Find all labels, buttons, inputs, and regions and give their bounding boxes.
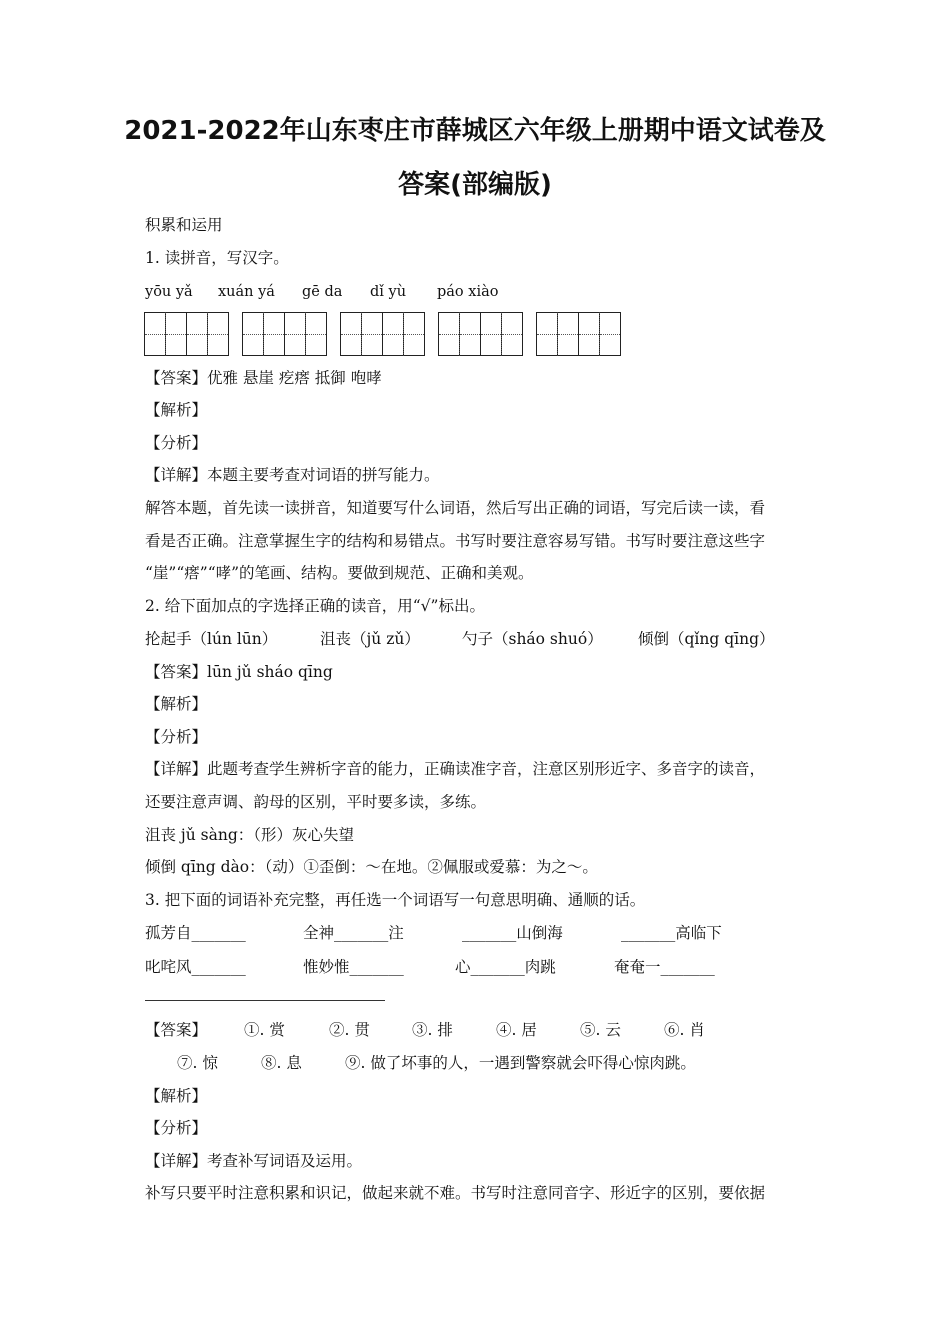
- q3-answer-8: ⑧. 息: [261, 1054, 302, 1072]
- q2-answer: 【答案】lūn jǔ sháo qīng: [145, 663, 333, 681]
- q3-blank-7: 心_______肉跳: [455, 958, 556, 976]
- q1-para-line2: 看是否正确。注意掌握生字的结构和易错点。书写时要注意容易写错。书写时要注意这些字: [145, 532, 766, 550]
- q3-prompt: 3. 把下面的词语补充完整，再任选一个词语写一句意思明确、通顺的话。: [145, 891, 646, 909]
- q2-para-line1: 【详解】此题考查学生辨析字音的能力，正确读准字音，注意区别形近字、多音字的读音，: [145, 760, 766, 778]
- q3-blank-5: 叱咤风_______: [145, 958, 246, 976]
- q3-para: 补写只要平时注意积累和识记，做起来就不难。书写时注意同音字、形近字的区别，要依据: [145, 1184, 766, 1202]
- tianzige-box-3: [340, 312, 425, 356]
- q3-blank-1: 孤芳自_______: [145, 924, 246, 942]
- q2-jiexi: 【解析】: [145, 695, 208, 713]
- q3-answer-3: ③. 排: [412, 1021, 453, 1039]
- q3-detail: 【详解】考查补写词语及运用。: [145, 1152, 363, 1170]
- q3-answer-5: ⑤. 云: [580, 1021, 621, 1039]
- q1-prompt: 1. 读拼音，写汉字。: [145, 249, 289, 267]
- q1-detail: 【详解】本题主要考查对词语的拼写能力。: [145, 466, 440, 484]
- q1-pinyin-3: gē da: [302, 284, 343, 300]
- q1-answer: 【答案】优雅 悬崖 疙瘩 抵御 咆哮: [145, 369, 382, 387]
- q2-option-3: 勺子（sháo shuó）: [462, 630, 603, 648]
- q3-answer-6: ⑥. 肖: [664, 1021, 705, 1039]
- section-heading: 积累和运用: [145, 216, 223, 234]
- q3-answer-label: 【答案】: [145, 1021, 208, 1039]
- q1-para-line3: “崖”“瘩”“哮”的笔画、结构。要做到规范、正确和美观。: [145, 564, 534, 582]
- q1-para-line1: 解答本题，首先读一读拼音，知道要写什么词语，然后写出正确的词语，写完后读一读，看: [145, 499, 766, 517]
- q1-fenxi: 【分析】: [145, 434, 208, 452]
- q3-answer-7: ⑦. 惊: [177, 1054, 218, 1072]
- q1-pinyin-5: páo xiào: [437, 284, 499, 300]
- q2-prompt: 2. 给下面加点的字选择正确的读音，用“√”标出。: [145, 597, 485, 615]
- q3-blank-4: _______高临下: [621, 924, 722, 942]
- q3-answer-1: ①. 赏: [244, 1021, 285, 1039]
- q1-pinyin-2: xuán yá: [218, 284, 275, 300]
- q3-writing-line: [145, 1000, 385, 1001]
- doc-title-line1: 2021-2022年山东枣庄市薛城区六年级上册期中语文试卷及: [124, 116, 826, 146]
- tianzige-box-2: [242, 312, 327, 356]
- q3-blank-3: _______山倒海: [462, 924, 563, 942]
- q1-pinyin-1: yōu yǎ: [145, 284, 193, 300]
- q2-para-line2: 还要注意声调、韵母的区别，平时要多读，多练。: [145, 793, 487, 811]
- q2-fenxi: 【分析】: [145, 728, 208, 746]
- doc-title-line2: 答案(部编版): [398, 170, 552, 200]
- q3-blank-6: 惟妙惟_______: [303, 958, 404, 976]
- q2-note-1: 沮丧 jǔ sàng：（形）灰心失望: [145, 826, 354, 844]
- tianzige-box-5: [536, 312, 621, 356]
- q3-answer-9: ⑨. 做了坏事的人，一遇到警察就会吓得心惊肉跳。: [345, 1054, 696, 1072]
- q3-fenxi: 【分析】: [145, 1119, 208, 1137]
- tianzige-box-1: [144, 312, 229, 356]
- q3-jiexi: 【解析】: [145, 1087, 208, 1105]
- q3-blank-2: 全神_______注: [303, 924, 404, 942]
- q3-answer-2: ②. 贯: [329, 1021, 370, 1039]
- q1-pinyin-4: dǐ yù: [370, 284, 407, 300]
- q3-blank-8: 奄奄一_______: [614, 958, 715, 976]
- q2-option-4: 倾倒（qǐng qīng）: [638, 630, 775, 648]
- q3-answer-4: ④. 居: [496, 1021, 537, 1039]
- q1-jiexi: 【解析】: [145, 401, 208, 419]
- q2-option-1: 抡起手（lún lūn）: [145, 630, 278, 648]
- tianzige-box-4: [438, 312, 523, 356]
- q2-note-2: 倾倒 qīng dào：（动）①歪倒：～在地。②佩服或爱慕：为之～。: [145, 858, 598, 876]
- q2-option-2: 沮丧（jǔ zǔ）: [320, 630, 420, 648]
